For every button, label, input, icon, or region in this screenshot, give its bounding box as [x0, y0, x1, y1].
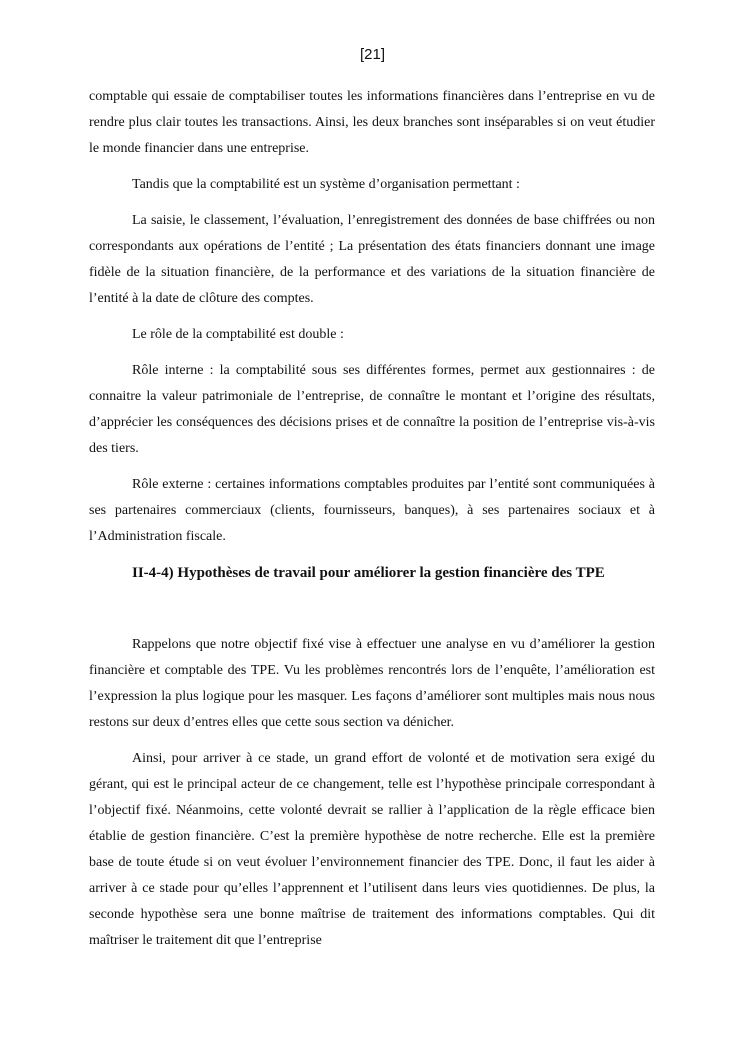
paragraph-role-externe: Rôle externe : certaines informations comptables produites par l’entité sont communiquées à ses partenaires commerciaux (clients, fournisseurs, banques), à ses partenaires sociaux et à l’Administration fiscale.: [89, 477, 655, 544]
paragraph-comptabilite-intro: Tandis que la comptabilité est un système d’organisation permettant :: [132, 177, 520, 192]
section-heading: II-4-4) Hypothèses de travail pour améliorer la gestion financière des TPE: [132, 565, 605, 581]
paragraph-role-double: Le rôle de la comptabilité est double :: [132, 327, 344, 342]
paragraph-role-interne: Rôle interne : la comptabilité sous ses différentes formes, permet aux gestionnaires : de connaitre la valeur patrimoniale de l’entreprise, de connaître le montant et l’origine des résultats, d’apprécier les conséquences des décisions prises et de connaître la position de l’entreprise vis-à-vis des tiers.: [89, 363, 655, 456]
page-number: [21]: [359, 46, 386, 63]
paragraph-comptabilite-definition: La saisie, le classement, l’évaluation, l’enregistrement des données de base chiffrées ou non correspondants aux opérations de l’entité ; La présentation des états financiers donnant une image fidèle de la situation financière, de la performance et des variations de la situation financière de l’entité à la date de clôture des comptes.: [89, 213, 655, 306]
paragraph-continuation: comptable qui essaie de comptabiliser toutes les informations financières dans l’entreprise en vu de rendre plus clair toutes les transactions. Ainsi, les deux branches sont inséparables si on veut étudier le monde financier dans une entreprise.: [89, 89, 655, 156]
paragraph-objectif: Rappelons que notre objectif fixé vise à effectuer une analyse en vu d’améliorer la gestion financière et comptable des TPE. Vu les problèmes rencontrés lors de l’enquête, l’amélioration est l’expression la plus logique pour les masquer. Les façons d’améliorer sont multiples mais nous nous restons sur deux d’entres elles que cette sous section va dénicher.: [89, 637, 655, 730]
document-body: [89, 84, 655, 964]
paragraph-hypotheses: Ainsi, pour arriver à ce stade, un grand effort de volonté et de motivation sera exigé du gérant, qui est le principal acteur de ce changement, telle est l’hypothèse principale correspondant à l’objectif fixé. Néanmoins, cette volonté devrait se rallier à l’application de la règle efficace bien établie de gestion financière. C’est la première hypothèse de notre recherche. Elle est la première base de toute étude si on veut évoluer l’environnement financier des TPE. Donc, il faut les aider à arriver à ce stade pour qu’elles l’apprennent et l’utilisent dans leurs vies quotidiennes. De plus, la seconde hypothèse sera une bonne maîtrise de traitement des informations comptables. Qui dit maîtriser le traitement dit que l’entreprise: [89, 751, 655, 948]
